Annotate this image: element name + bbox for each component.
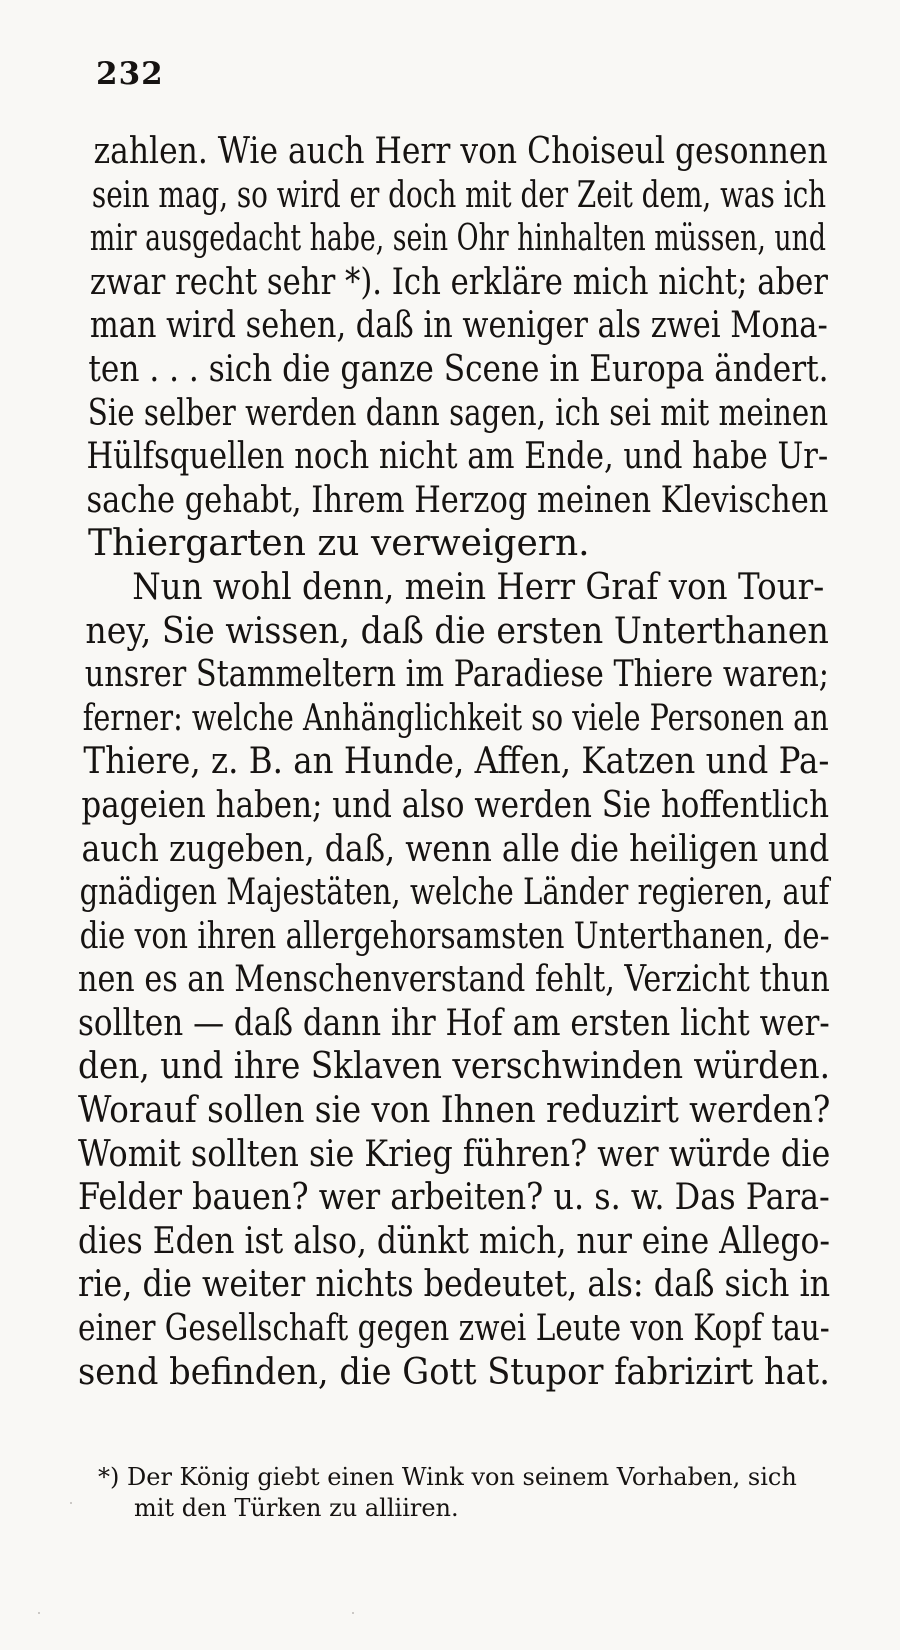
page-number: 232 <box>96 56 164 92</box>
text-line: pageien haben; und also werden Sie hoffentlich <box>81 784 830 826</box>
text-line: einer Gesellschaft gegen zwei Leute von Kopf tau- <box>78 1308 830 1350</box>
text-line: Nun wohl denn, mein Herr Graf von Tour- <box>132 566 825 608</box>
text-line: ten . . . sich die ganze Scene in Europa ändert. <box>88 348 829 390</box>
text-line: send befinden, die Gott Stupor fabrizirt hat. <box>78 1351 830 1393</box>
text-line: dies Eden ist also, dünkt mich, nur eine Allego- <box>78 1220 830 1262</box>
text-line: sache gehabt, Ihrem Herzog meinen Klevischen <box>86 479 829 521</box>
text-line: ferner: welche Anhänglichkeit so viele Personen an <box>82 697 829 739</box>
text-line: man wird sehen, daß in weniger als zwei Mona- <box>89 305 828 347</box>
text-line: rie, die weiter nichts bedeutet, als: daß sich in <box>78 1264 831 1306</box>
footnote-line: *) Der König giebt einen Wink von seinem Vorhaben, sich <box>98 1463 797 1491</box>
text-line: Thiergarten zu verweigern. <box>88 523 590 565</box>
text-line: zwar recht sehr *). Ich erkläre mich nicht; aber <box>89 261 828 303</box>
text-line: auch zugeben, daß, wenn alle die heiligen und <box>81 828 830 870</box>
paper-speck <box>132 140 135 143</box>
text-line: Hülfsquellen noch nicht am Ende, und habe Ur- <box>86 436 829 478</box>
text-line: Womit sollten sie Krieg führen? wer würde die <box>78 1133 831 1175</box>
text-line: nen es an Menschenverstand fehlt, Verzicht thun <box>78 959 830 1001</box>
text-line: sollten — daß dann ihr Hof am ersten licht wer- <box>78 1002 830 1044</box>
text-line: sein mag, so wird er doch mit der Zeit dem, was ich <box>91 174 827 216</box>
body-text <box>78 130 830 1394</box>
text-line: mir ausgedacht habe, sein Ohr hinhalten müssen, und <box>89 218 827 260</box>
paper-speck <box>352 1612 354 1614</box>
footnote <box>98 1462 828 1524</box>
text-line: ney, Sie wissen, daß die ersten Unterthanen <box>85 610 829 652</box>
text-line: die von ihren allergehorsamsten Unterthanen, de- <box>79 915 830 957</box>
text-line: gnädigen Majestäten, welche Länder regieren, auf <box>79 872 830 914</box>
paper-speck <box>38 1612 40 1614</box>
text-line: zahlen. Wie auch Herr von Choiseul gesonnen <box>93 131 828 172</box>
text-line: Felder bauen? wer arbeiten? u. s. w. Das Para- <box>78 1177 830 1219</box>
text-line: Thiere, z. B. an Hunde, Affen, Katzen und Pa- <box>83 741 830 783</box>
text-line: den, und ihre Sklaven verschwinden würden. <box>78 1046 831 1088</box>
text-line: unsrer Stammeltern im Paradiese Thiere waren; <box>84 654 829 696</box>
text-line: Worauf sollen sie von Ihnen reduzirt werden? <box>78 1090 831 1132</box>
footnote-line: mit den Türken zu alliiren. <box>134 1494 459 1522</box>
paper-speck <box>70 1502 72 1504</box>
text-line: Sie selber werden dann sagen, ich sei mit meinen <box>87 392 829 434</box>
